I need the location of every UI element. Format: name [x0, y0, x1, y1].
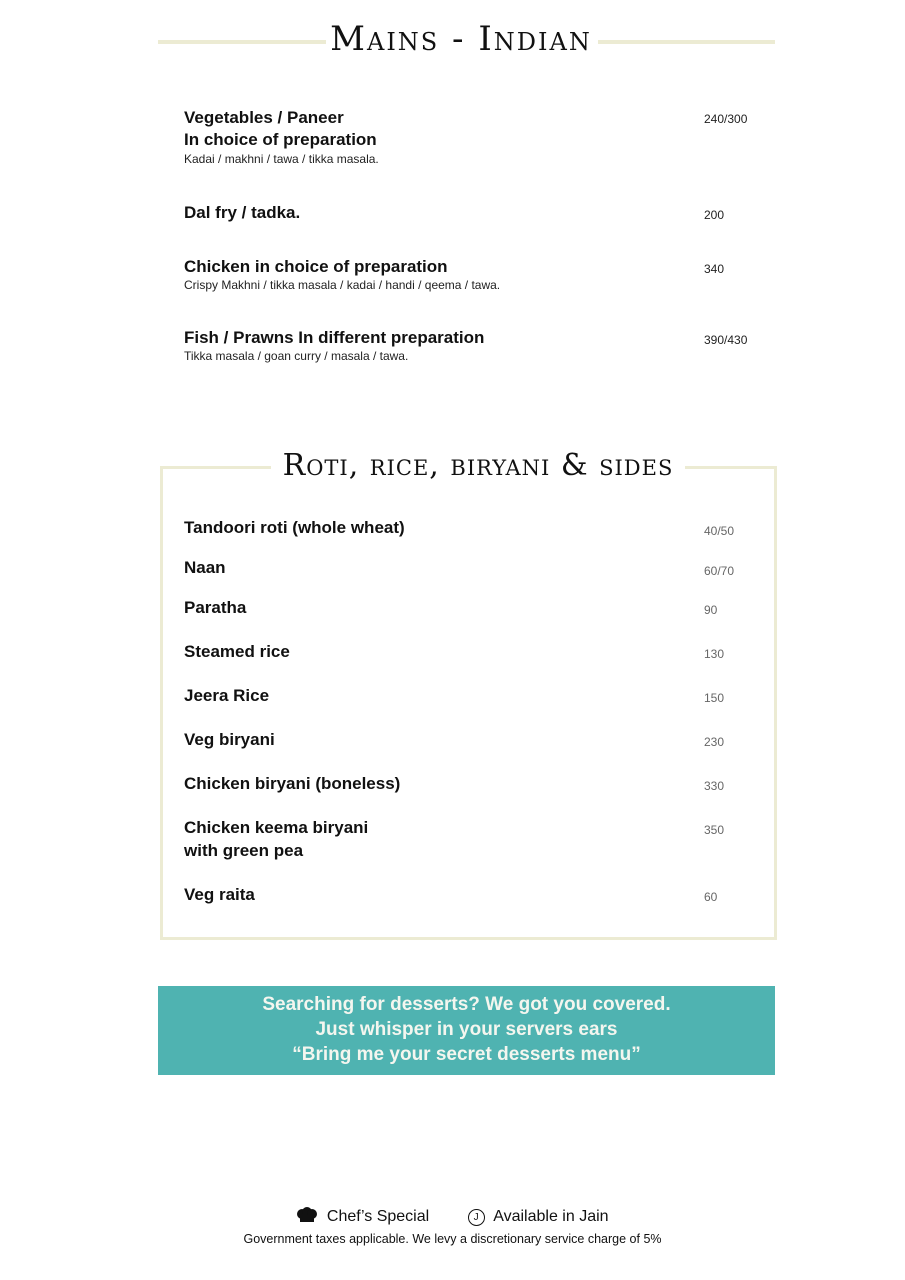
- item-price: 130: [704, 647, 725, 661]
- item-title: Steamed rice: [184, 642, 290, 661]
- banner-line: Just whisper in your servers ears: [315, 1019, 618, 1040]
- item-description: Kadai / makhni / tawa / tikka masala.: [184, 152, 379, 166]
- page-title: Mains - Indian: [330, 19, 592, 59]
- heading-rule-left: [158, 40, 326, 44]
- jain-icon: J: [468, 1209, 485, 1226]
- item-price: 60/70: [704, 564, 735, 578]
- banner-line: Searching for desserts? We got you covered.: [262, 994, 671, 1015]
- item-price: 40/50: [704, 524, 735, 538]
- item-description: Tikka masala / goan curry / masala / tawa.: [184, 349, 409, 363]
- item-price: 240/300: [704, 112, 748, 126]
- item-price: 390/430: [704, 333, 748, 347]
- item-title: Tandoori roti (whole wheat): [184, 518, 405, 537]
- item-title: Paratha: [184, 598, 247, 617]
- item-price: 340: [704, 262, 725, 276]
- item-title-line2: In choice of preparation: [184, 130, 377, 149]
- legend: [0, 1206, 905, 1230]
- item-title: Fish / Prawns In different preparation: [184, 328, 485, 347]
- item-title-line2: with green pea: [184, 841, 304, 860]
- item-price: 200: [704, 208, 725, 222]
- tax-note: Government taxes applicable. We levy a discretionary service charge of 5%: [243, 1232, 662, 1246]
- item-title: Veg biryani: [184, 730, 275, 749]
- item-title: Vegetables / Paneer: [184, 108, 344, 127]
- heading-rule-right: [598, 40, 775, 44]
- desserts-banner: [158, 986, 775, 1075]
- item-title: Jeera Rice: [184, 686, 270, 705]
- chef-hat-icon: [296, 1207, 318, 1230]
- item-price: 60: [704, 890, 718, 904]
- legend-jain-label: Available in Jain: [493, 1208, 609, 1225]
- item-title: Naan: [184, 558, 226, 577]
- item-price: 150: [704, 691, 725, 705]
- legend-chef: [296, 1206, 429, 1230]
- item-title: Dal fry / tadka.: [184, 203, 301, 222]
- item-description: Crispy Makhni / tikka masala / kadai / handi / qeema / tawa.: [184, 278, 501, 292]
- item-title: Chicken keema biryani: [184, 818, 369, 837]
- section-heading-sides: Roti, rice, biryani & sides: [271, 444, 685, 488]
- legend-chef-label: Chef’s Special: [326, 1208, 430, 1225]
- legend-jain: [468, 1206, 609, 1228]
- item-price: 350: [704, 823, 725, 837]
- banner-line: “Bring me your secret desserts menu”: [292, 1044, 641, 1065]
- item-title: Chicken biryani (boneless): [184, 774, 401, 793]
- item-price: 330: [704, 779, 725, 793]
- item-title: Chicken in choice of preparation: [184, 257, 448, 276]
- item-price: 230: [704, 735, 725, 749]
- item-price: 90: [704, 603, 718, 617]
- item-title: Veg raita: [184, 885, 255, 904]
